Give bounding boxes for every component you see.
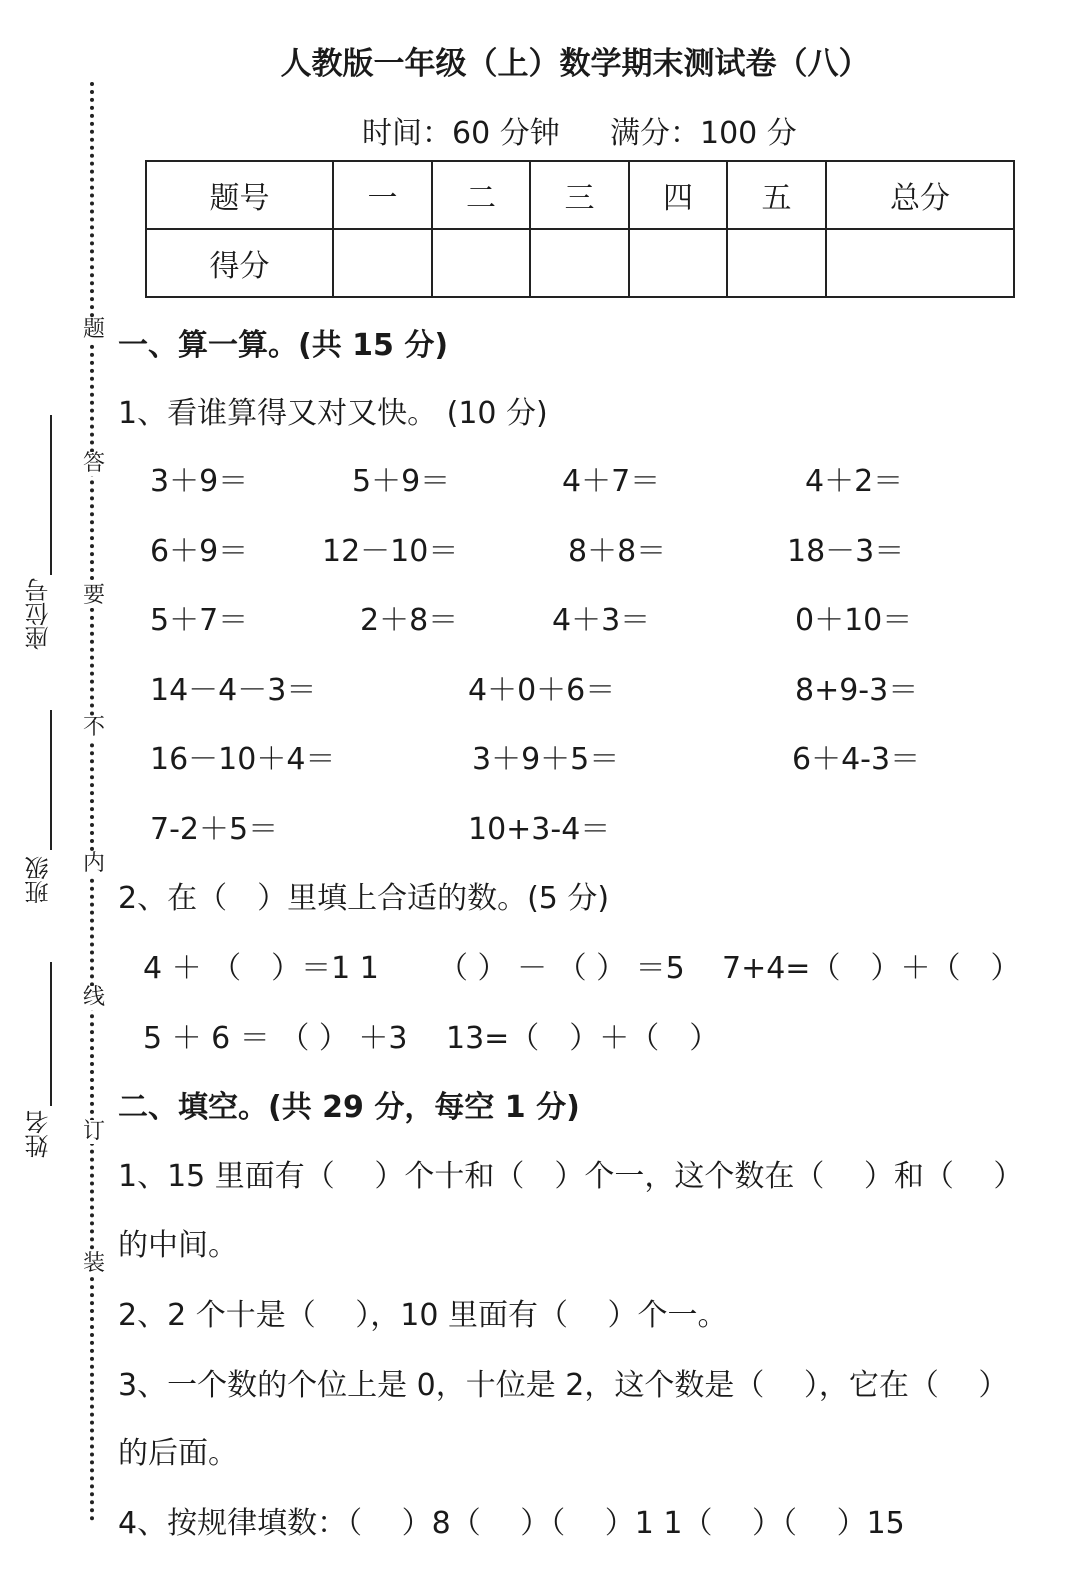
table-header-cell: 题号 <box>146 161 333 229</box>
table-header-cell: 四 <box>629 161 727 229</box>
exercise: 4＋2＝ <box>805 464 904 499</box>
name-label: 姓名 <box>25 1110 53 1158</box>
table-header-cell: 三 <box>530 161 629 229</box>
score-cell[interactable] <box>333 229 432 297</box>
seal-char: 内 <box>82 851 105 876</box>
table-header-cell: 一 <box>333 161 432 229</box>
exercise: 3＋9＝ <box>150 464 249 499</box>
time-limit: 时间：60 分钟 <box>362 116 560 151</box>
exercise: 4＋3＝ <box>552 603 651 638</box>
exercise: 6＋9＝ <box>150 534 249 569</box>
exercise: 2＋8＝ <box>360 603 459 638</box>
exam-title: 人教版一年级（上）数学期末测试卷（八） <box>280 46 870 82</box>
score-table-header-row <box>146 161 1014 229</box>
exercise: 12－10＝ <box>322 534 459 569</box>
question-line: 2、在（ ）里填上合适的数。(5 分) <box>118 881 610 916</box>
seal-char: 订 <box>82 1119 105 1144</box>
score-cell[interactable] <box>629 229 727 297</box>
seal-char: 不 <box>82 715 105 740</box>
exercise: 10+3-4＝ <box>468 812 611 847</box>
exercise: 0＋10＝ <box>795 603 913 638</box>
seal-char: 题 <box>82 317 105 342</box>
table-header-cell: 五 <box>727 161 826 229</box>
exercise: 8+9-3＝ <box>795 673 919 708</box>
question-line: 的后面。 <box>118 1436 238 1471</box>
exercise: 3＋9＋5＝ <box>472 742 620 777</box>
exercise: 6＋4-3＝ <box>792 742 921 777</box>
score-cell[interactable] <box>432 229 530 297</box>
exercise: 4＋0＋6＝ <box>468 673 616 708</box>
section-heading: 一、算一算。(共 15 分) <box>118 328 449 363</box>
full-score: 满分：100 分 <box>610 116 797 151</box>
exercise: 14－4－3＝ <box>150 673 317 708</box>
class-underline <box>50 710 52 850</box>
exercise: 5＋9＝ <box>352 464 451 499</box>
exercise: 18－3＝ <box>787 534 905 569</box>
section-heading: 二、填空。(共 29 分，每空 1 分) <box>118 1090 580 1125</box>
exercise: 7-2＋5＝ <box>150 812 279 847</box>
seat-label: 座位号 <box>25 578 53 650</box>
fill-exercise: （ ） － （ ） ＝5 <box>438 951 685 986</box>
table-header-cell: 二 <box>432 161 530 229</box>
class-label: 班级 <box>25 856 53 904</box>
question-line: 4、按规律填数：（ ）8（ ）（ ）1 1（ ）（ ）15 <box>118 1506 905 1541</box>
exercise: 16－10＋4＝ <box>150 742 336 777</box>
fill-exercise: 4 ＋ （ ）＝1 1 <box>143 951 379 986</box>
seal-char: 要 <box>82 583 105 608</box>
question-line: 3、一个数的个位上是 0，十位是 2，这个数是（ ），它在（ ） <box>118 1368 1009 1403</box>
seal-char: 装 <box>82 1251 105 1276</box>
seal-char: 线 <box>82 985 105 1010</box>
question-line: 的中间。 <box>118 1228 238 1263</box>
question-line: 1、15 里面有（ ）个十和（ ）个一，这个数在（ ）和（ ） <box>118 1159 1024 1194</box>
question-line: 2、2 个十是（ ），10 里面有（ ）个一。 <box>118 1298 728 1333</box>
exercise: 8＋8＝ <box>568 534 667 569</box>
binding-dotted-line <box>90 82 94 1522</box>
score-cell[interactable] <box>530 229 629 297</box>
seal-char: 答 <box>82 451 105 476</box>
score-table-score-row <box>146 229 1014 297</box>
name-underline <box>50 962 52 1106</box>
score-table <box>145 160 1015 298</box>
fill-exercise: 5 ＋ 6 ＝ （ ） ＋3 <box>143 1021 408 1056</box>
table-row-label: 得分 <box>146 229 333 297</box>
seat-underline <box>50 415 52 575</box>
fill-exercise: 7+4=（ ）＋（ ） <box>722 951 1021 986</box>
fill-exercise: 13=（ ）＋（ ） <box>446 1021 720 1056</box>
table-header-cell: 总分 <box>826 161 1014 229</box>
exercise: 4＋7＝ <box>562 464 661 499</box>
score-cell[interactable] <box>727 229 826 297</box>
question-line: 1、看谁算得又对又快。 (10 分) <box>118 396 548 431</box>
exercise: 5＋7＝ <box>150 603 249 638</box>
score-cell[interactable] <box>826 229 1014 297</box>
